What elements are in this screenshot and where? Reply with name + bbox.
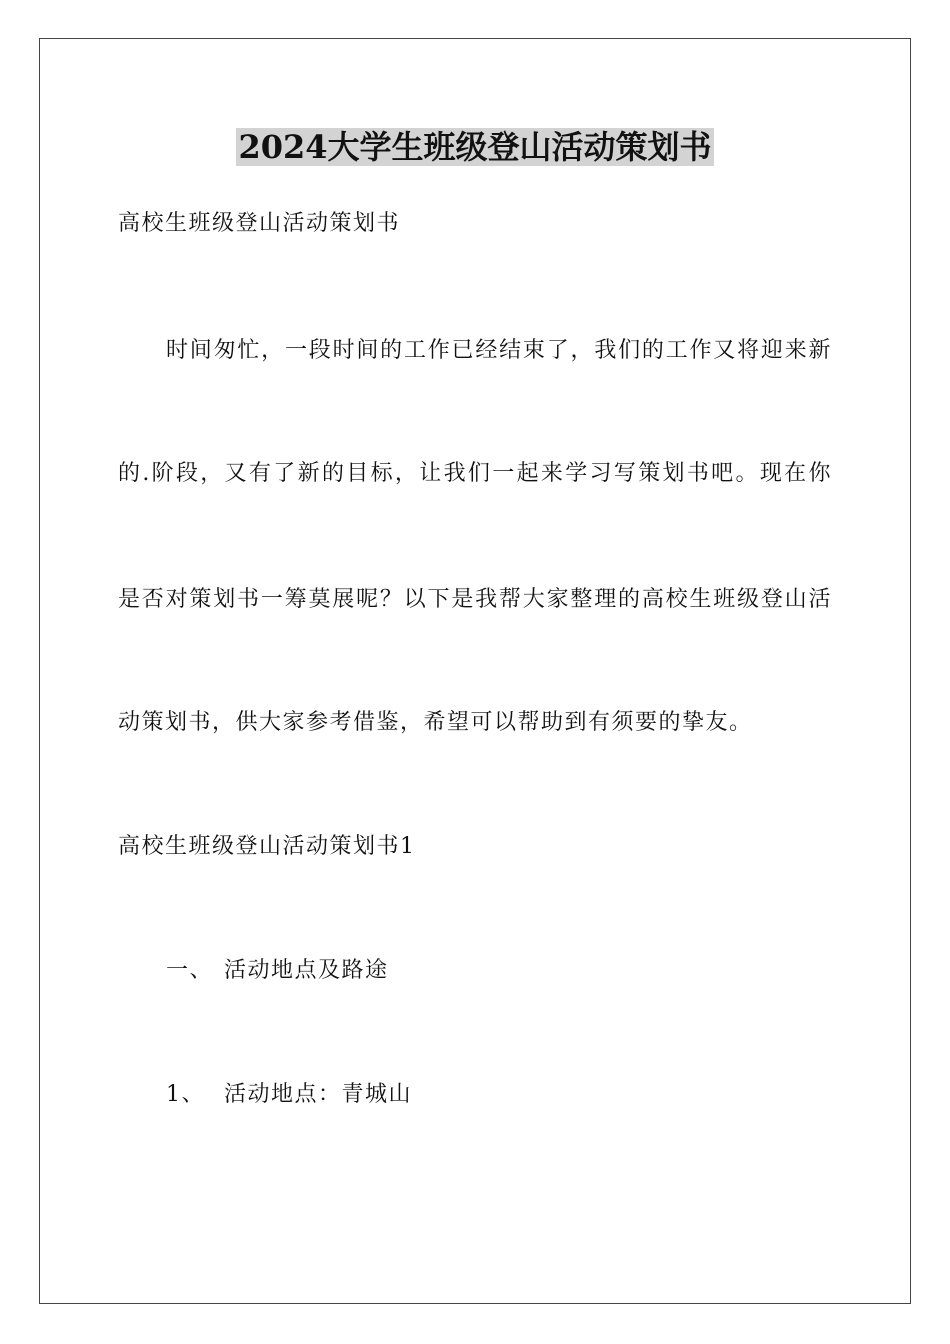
document-title [0,126,950,168]
intro-line-3: 是否对策划书一筹莫展呢？以下是我帮大家整理的高校生班级登山活 [118,587,832,612]
outline-item-1 [166,956,389,986]
outline-item-2 [166,1080,412,1110]
outline-item-number: 1、 [166,1082,205,1107]
intro-line-1: 时间匆忙，一段时间的工作已经结束了，我们的工作又将迎来新 [166,338,832,363]
outline-item-text: 活动地点：青城山 [224,1082,413,1107]
document-title-text: 2024大学生班级登山活动策划书 [238,128,712,166]
section-heading: 高校生班级登山活动策划书1 [118,834,416,859]
intro-line-4: 动策划书，供大家参考借鉴，希望可以帮助到有须要的挚友。 [118,710,753,735]
document-subtitle: 高校生班级登山活动策划书 [118,211,401,236]
intro-line-2: 的.阶段，又有了新的目标，让我们一起来学习写策划书吧。现在你 [118,461,832,486]
outline-item-number: 一、 [166,958,214,983]
outline-item-text: 活动地点及路途 [224,958,389,983]
